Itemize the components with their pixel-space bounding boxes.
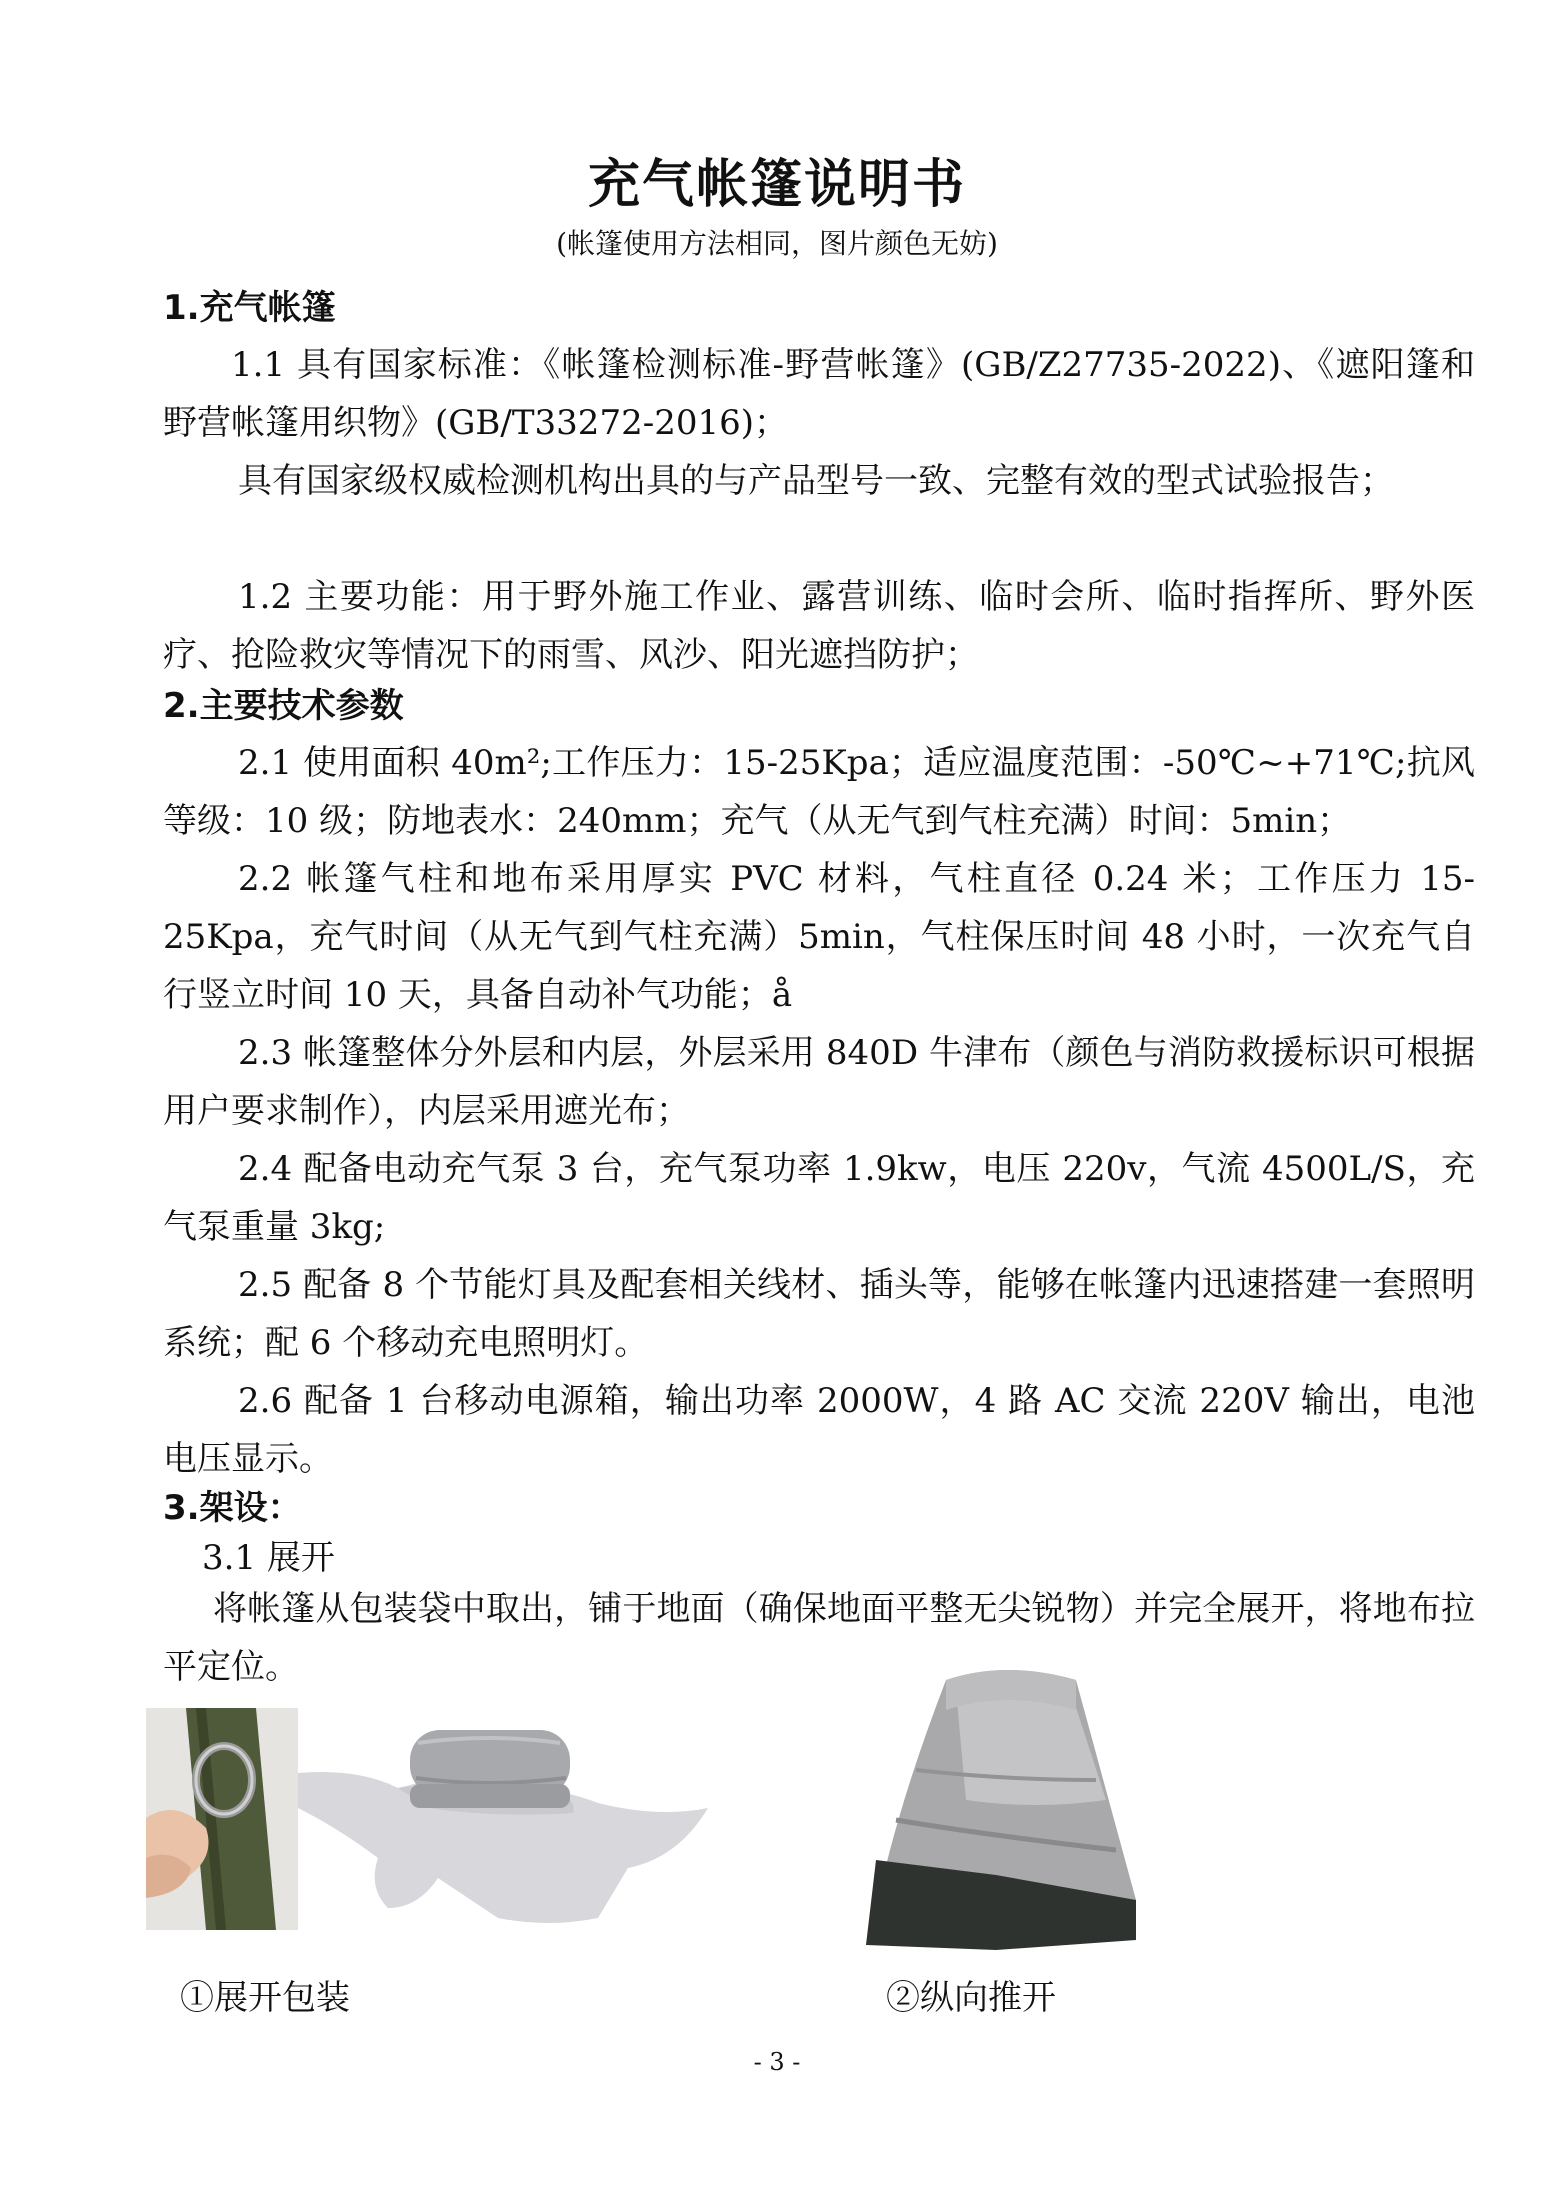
section-2-heading: 2.主要技术参数 bbox=[163, 686, 404, 726]
page-title: 充气帐篷说明书 bbox=[587, 155, 966, 215]
paragraph-2-5: 2.5 配备 8 个节能灯具及配套相关线材、插头等，能够在帐篷内迅速搭建一套照明系统；配 6 个移动充电照明灯。 bbox=[163, 1265, 1475, 1363]
figure-1-caption: ①展开包装 bbox=[180, 1978, 350, 2018]
paragraph-2-1: 2.1 使用面积 40m²;工作压力：15-25Kpa；适应温度范围：-50℃~+71℃;抗风等级：10 级；防地表水：240mm；充气（从无气到气柱充满）时间：5min； bbox=[163, 743, 1475, 841]
folded-tent-photo bbox=[866, 1660, 1154, 1960]
page-number: - 3 - bbox=[753, 2048, 801, 2076]
page-subtitle: (帐篷使用方法相同，图片颜色无妨) bbox=[556, 227, 998, 260]
paragraph-2-3: 2.3 帐篷整体分外层和内层，外层采用 840D 牛津布（颜色与消防救援标识可根据用户要求制作），内层采用遮光布； bbox=[163, 1033, 1475, 1131]
paragraph-1-2: 1.2 主要功能：用于野外施工作业、露营训练、临时会所、临时指挥所、野外医疗、抢险救灾等情况下的雨雪、风沙、阳光遮挡防护； bbox=[163, 577, 1475, 675]
subsection-3-1: 3.1 展开 bbox=[202, 1538, 335, 1578]
paragraph-2-6: 2.6 配备 1 台移动电源箱，输出功率 2000W，4 路 AC 交流 220V 输出，电池电压显示。 bbox=[163, 1381, 1475, 1479]
rolled-tent-photo bbox=[298, 1708, 716, 1930]
figure-2-caption: ②纵向推开 bbox=[886, 1978, 1056, 2018]
paragraph-1-1b: 具有国家级权威检测机构出具的与产品型号一致、完整有效的型式试验报告； bbox=[238, 461, 1394, 501]
paragraph-2-2: 2.2 帐篷气柱和地布采用厚实 PVC 材料，气柱直径 0.24 米；工作压力 15-25Kpa，充气时间（从无气到气柱充满）5min，气柱保压时间 48 小时，一次充气自行竖立时间 10 天，具备自动补气功能；å bbox=[163, 859, 1475, 1015]
paragraph-2-4: 2.4 配备电动充气泵 3 台，充气泵功率 1.9kw，电压 220v，气流 4500L/S，充气泵重量 3kg; bbox=[163, 1149, 1475, 1247]
paragraph-1-1: 1.1 具有国家标准：《帐篷检测标准-野营帐篷》(GB/Z27735-2022)、《遮阳篷和野营帐篷用织物》(GB/T33272-2016)； bbox=[163, 345, 1475, 443]
section-1-heading: 1.充气帐篷 bbox=[163, 288, 336, 328]
strap-photo bbox=[146, 1708, 298, 1930]
paragraph-3-1: 将帐篷从包装袋中取出，铺于地面（确保地面平整无尖锐物）并完全展开，将地布拉平定位。 bbox=[163, 1589, 1475, 1687]
section-3-heading: 3.架设： bbox=[163, 1488, 302, 1528]
